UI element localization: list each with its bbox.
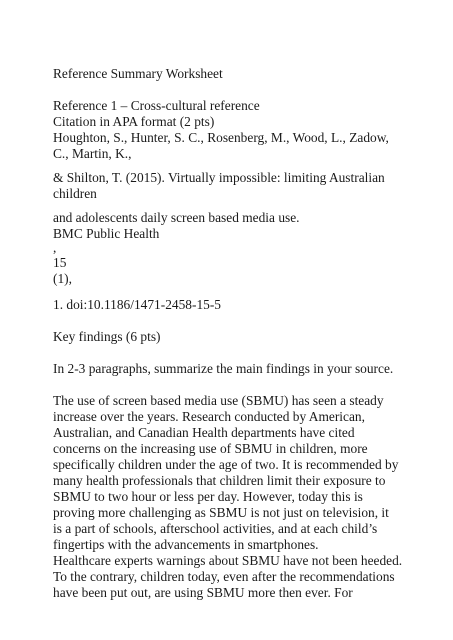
body-line: fingertips with the advancements in smartphones. xyxy=(53,537,319,552)
body-line: SBMU to two hour or less per day. However, today this is xyxy=(53,489,363,504)
body-line: Australian, and Canadian Health departments have cited xyxy=(53,425,355,440)
citation-doi: 1. doi:10.1186/1471-2458-15-5 xyxy=(53,297,221,312)
body-line: concerns on the increasing use of SBMU in children, more xyxy=(53,441,368,456)
citation-line: children xyxy=(53,186,97,201)
body-line: increase over the years. Research conducted by American, xyxy=(53,409,365,424)
body-line: The use of screen based media use (SBMU) has seen a steady xyxy=(53,393,384,408)
citation-line: and adolescents daily screen based media use. xyxy=(53,210,300,225)
citation-line: & Shilton, T. (2015). Virtually impossible: limiting Australian xyxy=(53,170,385,185)
citation-label: Citation in APA format (2 pts) xyxy=(53,114,215,129)
body-line: proving more challenging as SBMU is not just on television, it xyxy=(53,505,389,520)
citation-volume: 15 xyxy=(53,255,67,270)
citation-line: Houghton, S., Hunter, S. C., Rosenberg, M., Wood, L., Zadow, xyxy=(53,130,389,145)
body-line: have been put out, are using SBMU more then ever. For xyxy=(53,585,353,600)
citation-line: , xyxy=(53,240,57,255)
worksheet-title: Reference Summary Worksheet xyxy=(53,66,223,81)
body-line: many health professionals that children limit their exposure to xyxy=(53,473,386,488)
citation-journal: BMC Public Health xyxy=(53,226,160,241)
body-line: Healthcare experts warnings about SBMU have not been heeded. xyxy=(53,553,403,568)
body-line: specifically children under the age of two. It is recommended by xyxy=(53,457,399,472)
citation-line: C., Martin, K., xyxy=(53,146,132,161)
citation-issue: (1), xyxy=(53,271,72,286)
body-line: To the contrary, children today, even after the recommendations xyxy=(53,569,395,584)
key-findings-label: Key findings (6 pts) xyxy=(53,329,161,344)
instruction-text: In 2-3 paragraphs, summarize the main findings in your source. xyxy=(53,361,394,376)
body-line: is a part of schools, afterschool activities, and at each child’s xyxy=(53,521,378,536)
reference-heading: Reference 1 – Cross-cultural reference xyxy=(53,98,260,113)
